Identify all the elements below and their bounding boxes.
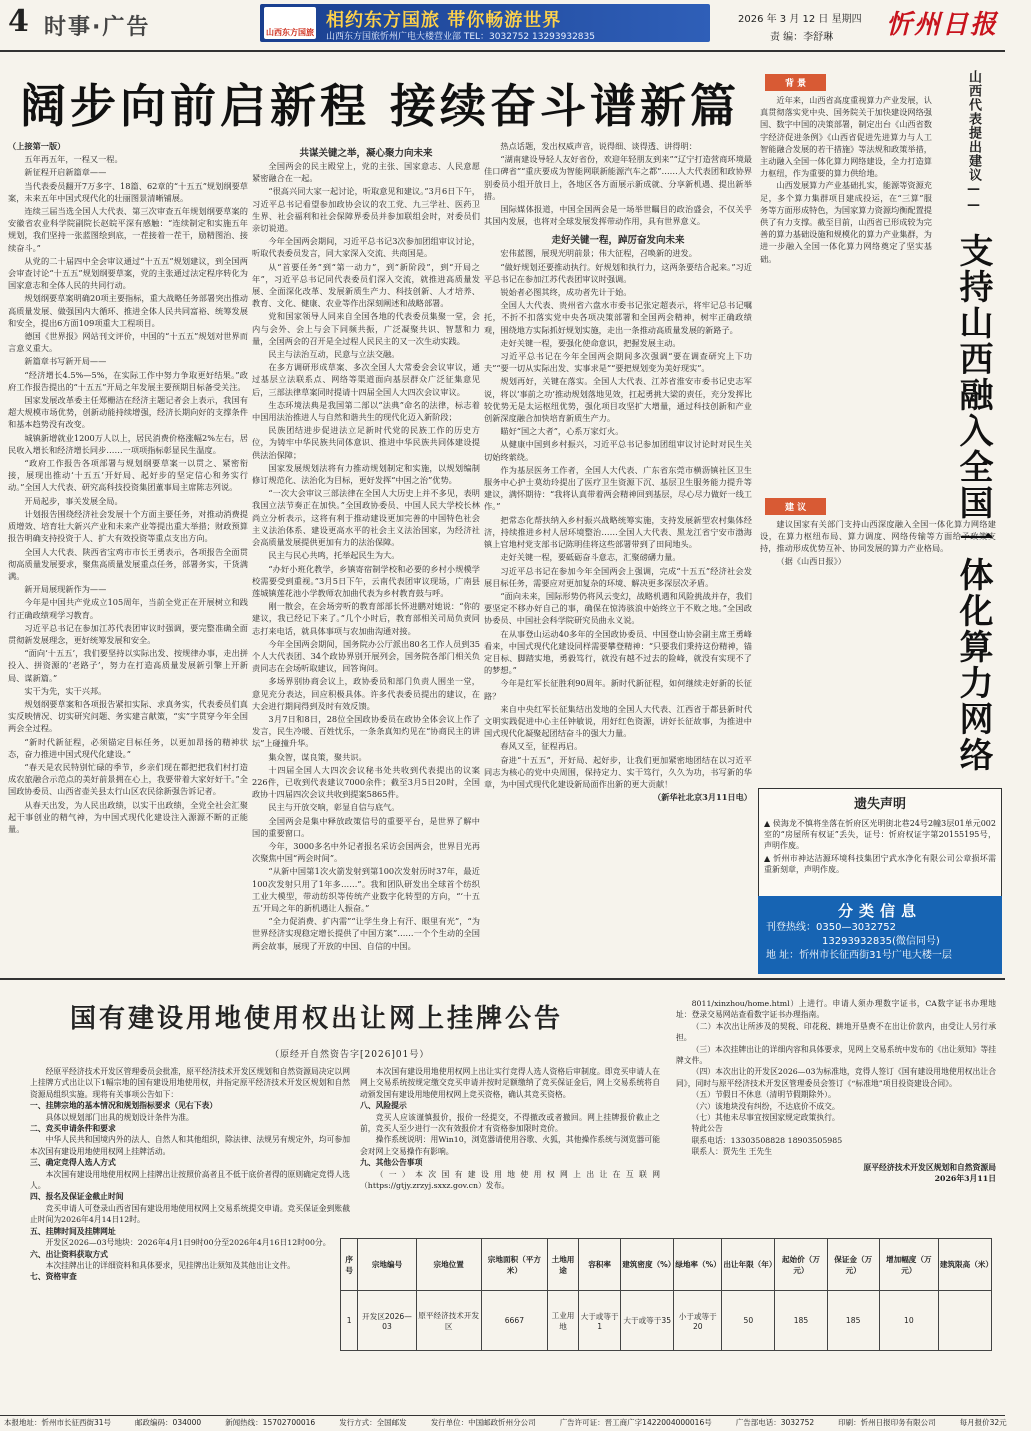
lead-headline: 阔步向前启新程 接续奋斗谱新篇 bbox=[20, 79, 741, 133]
table-cell: 原平经济技术开发区 bbox=[416, 1291, 481, 1351]
paragraph: 本次国有建设用地使用权网上出让实行竞得人选人资格后审制度。即竞买申请人在网上交易系统按规定缴交竞买申请并按时足额缴纳了竞买保证金后，网上交易系统将自动颁发国有建设用地使用权网上竞买资格，确认其竞买资格。 bbox=[360, 1067, 660, 1099]
table-cell: 10 bbox=[879, 1291, 938, 1351]
section-title: 时事·广告 bbox=[44, 15, 151, 40]
paragraph: 来自中央红军长征集结出发地的全国人大代表、江西省于都县新时代文明实践促进中心主任钟敏说，用好红色资源，讲好长征故事，为推进中国式现代化凝聚起团结奋斗的强大力量。 bbox=[484, 703, 752, 739]
paragraph: 民主与民心共鸣，托举起民生为大。 bbox=[268, 550, 400, 561]
paragraph: 今年，3000多名中外记者报名采访会国两会，世界目光再次聚焦中国“两会时间”。 bbox=[252, 840, 480, 864]
subheading-2: 走好关键一程，踔厉奋发向未来 bbox=[551, 235, 685, 247]
lost-notice-items bbox=[759, 818, 1001, 877]
paragraph: 多场界别协商会议上，政协委员和部门负责人围坐一堂，意见充分表达，回应积极具体。许多代表委员提出的建议，在大会进行期间得到及时有效反馈。 bbox=[252, 676, 480, 711]
paragraph: 规划再好，关键在落实。全国人大代表、江苏省淮安市委书记史志军说，将以‘事前之功’推动规划落地见效，扛起勇挑大梁的责任，充分发挥比较优势无是太运枢纽优势，强化项目攻坚扩大增量，通过科技创新和产业创新深度融合加快培育新质生产力。 bbox=[484, 376, 752, 424]
table-cell: 小于或等于20 bbox=[674, 1291, 722, 1351]
paragraph: （七）其他未尽事宜按国家规定政策执行。 bbox=[691, 1113, 840, 1123]
paragraph: 全国两会是集中释放政策信号的重要平台，是世界了解中国的重要窗口。 bbox=[252, 815, 480, 838]
section-heading: 一、挂牌宗地的基本情况和规划指标要求（见右下表） bbox=[30, 1101, 218, 1111]
paragraph: 城镇新增就业1200万人以上，居民消费价格涨幅2%左右，居民收入增长和经济增长同步……一项项指标彰显民生温度。 bbox=[8, 432, 248, 455]
paragraph: “经济增长4.5%—5%，在实际工作中努力争取更好结果。”政府工作报告提出的“十五五”开局之年发展主要预期目标备受关注。 bbox=[8, 369, 248, 392]
paragraph: 在从事登山运动40多年的全国政协委员、中国登山协会副主席王勇峰看来，中国式现代化建设同样需要攀登精神：“只要我们秉持这份精神，锚定目标、脚踏实地，勇毅笃行，就没有越不过去的险峰，就没有实现不了的梦想。” bbox=[484, 628, 752, 676]
table-cell: 工业用地 bbox=[548, 1291, 579, 1351]
paragraph: （一）本次国有建设用地使用权网上出让在互联网（https://gtjy.zrzyj.sxxz.gov.cn）发布。 bbox=[360, 1169, 660, 1191]
subheading-1: 共谋关键之举，凝心聚力向未来 bbox=[299, 148, 433, 159]
land-column-3 bbox=[676, 998, 996, 1243]
side-headline-block bbox=[938, 70, 998, 773]
paragraph: 德国《世界报》网站刊文评价，中国的“十五五”规划对世界而言意义重大。 bbox=[8, 331, 248, 354]
table-header-row bbox=[341, 1239, 992, 1291]
paragraph: “湖南建设导轻人友好省份，欢迎年轻朋友到来”“辽宁打造营商环境最佳口碑省”“重庆要成为智能网联新能源汽车之都”……人大代表团和政协界别委员小组开放日上，各地区各方面展示新成就、分享新机遇、提出新举措。 bbox=[484, 154, 752, 201]
footer-item: 发行方式：全国邮发 bbox=[339, 1418, 407, 1427]
travel-agency-logo: 山西东方国旅 bbox=[264, 7, 316, 39]
table-header-cell: 建筑密度（%） bbox=[621, 1239, 674, 1291]
table-cell: 50 bbox=[722, 1291, 775, 1351]
paragraph: “政府工作报告各项部署与规划纲要草案一以贯之、紧密衔接，展现出推动‘十五五’开好局、起好步的坚定信心和务实行动。”全国人大代表、研究高科技投资集团董事局主席陈志列说。 bbox=[8, 458, 248, 493]
table-header-cell: 建筑限高（米） bbox=[938, 1239, 991, 1291]
phone-number[interactable]: 0350—3032752 bbox=[816, 922, 896, 933]
paragraph: “春天是农民特别忙碌的季节，乡亲们现在都把把我们村打造成农旅融合示范点的美好前景拥在心上，我要带着大家好好干。”全国政协委员、山西省壶关县太行山区农民徐新强告诉记者。 bbox=[8, 761, 248, 797]
paragraph: （三）本次挂牌出让的详细内容和具体要求，见网上交易系统中发布的《出让须知》等挂牌文件。 bbox=[676, 1044, 996, 1066]
section-heading: 四、报名及保证金截止时间 bbox=[30, 1192, 124, 1202]
land-sign-date: 2026年3月11日 bbox=[934, 1174, 996, 1184]
paragraph: 规划纲要草案明确20项主要指标，重大战略任务部署突出推动高质量发展、做强国内大循环、推进全体人民共同富裕、统筹发展和安全，提出6方面109项重大工程项目。 bbox=[8, 293, 248, 328]
footer-item: 新闻热线：15702700016 bbox=[225, 1418, 316, 1427]
paragraph: 新征程开启新篇章—— bbox=[24, 167, 107, 178]
paragraph: 从健康中国到乡村振兴，习近平总书记参加团组审议讨论时对民生关切始终萦绕。 bbox=[484, 439, 752, 462]
land-column-1 bbox=[30, 1066, 350, 1406]
paragraph: 近年来，山西省高度重视算力产业发展，认真贯彻落实党中央、国务院关于加快建设网络强国、数字中国的决策部署，制定出台《山西省数字经济促进条例》《山西省促进先进算力与人工智能融合发展的若干措施》等法规和政策举措，主动融入全国一体化算力网络建设，全力打造算力枢纽，作为重要的算力供给地。 bbox=[760, 95, 932, 179]
paragraph: 五年再五年，一程又一程。 bbox=[24, 154, 123, 165]
ad-contact: 山西东方国旅忻州广电大楼营业部 TEL：3032752 13293932835 bbox=[326, 32, 595, 42]
footer-item: 邮政编码：034000 bbox=[135, 1418, 202, 1427]
paragraph: 山西发展算力产业基础扎实，能源等资源充足，多个算力集群项目建成投运，在“三算”服务等方面形成特色，为国家算力资源均衡配置提供了有力支撑。截至目前，山西省已形成较为完善的算力基础设施和规模化的算力产业集群，为进一步融入全国一体化算力网络奠定了坚实基础。 bbox=[760, 180, 932, 264]
table-header-cell: 序号 bbox=[341, 1239, 358, 1291]
footer-item: 广告许可证：晋工商广字1422004000016号 bbox=[559, 1418, 712, 1427]
table-cell bbox=[938, 1291, 991, 1351]
paragraph: “一次大会审议三部法律在全国人大历史上并不多见，表明我国立法节奏正在加快。”全国政协委员、中国人民大学校长林尚立分析表示，这将有利于推动建设更加完善的中国特色社会主义法治体系、建设更高水平的社会主义法治国家，为经济社会高质量发展提供更加有力的法治保障。 bbox=[252, 488, 480, 548]
page-header bbox=[0, 0, 1005, 52]
paragraph: 习近平总书记在今年全国两会期间多次强调“要在调查研究上下功夫”“要一切从实际出发、实事求是”“要把规划变为美好现实”。 bbox=[484, 351, 752, 374]
notice-item: ▲ 忻州市神达洁源环境科技集团宁武水净化有限公司公章损坏需重新刻章，声明作废。 bbox=[764, 854, 996, 874]
paragraph: 锐始者必图其终，成功者先计于始。 bbox=[500, 287, 632, 298]
land-notice-title: 国有建设用地使用权出让网上挂牌公告 bbox=[70, 1004, 564, 1034]
paragraph: 走好关键一程，要强化使命意识，把握发展主动。 bbox=[500, 337, 681, 348]
paragraph: “做好规划还要推动执行。好规划和执行力，这两条要结合起来。”习近平总书记在参加江苏代表团审议时强调。 bbox=[484, 261, 752, 284]
lead-col3-body bbox=[484, 140, 752, 227]
phone-label: 刊登热线： bbox=[766, 922, 816, 933]
section-heading: 八、风险提示 bbox=[360, 1101, 407, 1111]
paragraph: 刚一散会，在会场旁听的教育部部长怀进鹏对她说：“你的建议，我已经记下来了。”几个小时后，教育部相关司局负责同志打来电话，就具体事项与农加曲沟通对接。 bbox=[252, 601, 480, 636]
classified-title: 分类信息 bbox=[837, 902, 922, 920]
footer-item: 发行单位：中国邮政忻州分公司 bbox=[430, 1418, 536, 1427]
paragraph: “很高兴同大家一起讨论，听取意见和建议。”3月6日下午，习近平总书记看望参加政协会议的农工党、九三学社、医药卫生界、社会福利和社会保障界委员并参加联组会时，对委员们亲切说道。 bbox=[252, 186, 480, 234]
paragraph: 规划纲要草案和各项报告紧扣实际、求真务实，代表委员们真实反映情况、切实研究问题、务实建言献策，“实”字贯穿今年全国两会全过程。 bbox=[8, 698, 248, 734]
paragraph: 今年是中国共产党成立105周年，当前全党正在开展树立和践行正确政绩观学习教育。 bbox=[8, 597, 248, 620]
footer-item: 本报地址：忻州市长征西街31号 bbox=[4, 1418, 112, 1427]
paragraph: 新篇章书写新开局—— bbox=[24, 356, 107, 367]
land-parcel-table bbox=[340, 1238, 992, 1351]
byline: （新华社北京3月11日电） bbox=[653, 792, 752, 803]
paragraph: 从党的二十届四中全会审议通过“十五五”规划建议，到全国两会审查讨论“十五五”规划纲要草案，党的主张通过法定程序转化为国家意志和全体人民的共同行动。 bbox=[8, 255, 248, 291]
paragraph: 竞买申请人可登录山西省国有建设用地使用权网上交易系统提交申请。竞买保证金到账截止时间为2026年4月14日12时。 bbox=[30, 1203, 350, 1225]
paragraph: 作为基层医务工作者，全国人大代表、广东省东莞市横沥镇社区卫生服务中心护士莫幼玲提出了医疗卫生资源下沉、基层卫生服务能力提升等建议，满怀期待：“我将认真带着两会精神回到基层，尽心尽力做好一线工作。” bbox=[484, 464, 752, 512]
travel-ad-banner[interactable] bbox=[260, 4, 710, 42]
paragraph: 集众智，谋良策，聚共识。 bbox=[268, 751, 367, 762]
background-body bbox=[760, 94, 932, 484]
footer-item: 广告部电话：3032752 bbox=[735, 1418, 815, 1427]
section-heading: 七、资格审查 bbox=[30, 1272, 77, 1282]
background-tag: 背 景 bbox=[765, 74, 826, 91]
paragraph: 本次国有建设用地使用权网上挂牌出让按照价高者且不低于底价者得的原则确定竞得人选人。 bbox=[30, 1169, 350, 1191]
masthead: 忻州日报 bbox=[886, 10, 999, 40]
paragraph: 从春天出发，为人民出政绩，以实干出政绩，全党全社会汇聚起干事创业的精气神，为中国式现代化建设注入源源不断的正能量。 bbox=[8, 799, 248, 834]
section-heading: 五、挂牌时间及挂牌网址 bbox=[30, 1226, 116, 1236]
paragraph: 国际媒体报道，中国全国两会是一场举世瞩目的政治盛会，不仅关乎其国内发展，也将对全球发展发挥带动作用，具有世界意义。 bbox=[484, 204, 752, 227]
paragraph: 走好关键一程，要砥砺奋斗意志，汇聚磅礴力量。 bbox=[500, 552, 681, 563]
paragraph: “全力促消费、扩内需”“让学生身上有汗、眼里有光”，“为世界经济实现稳定增长提供了中国方案”……一个个生动的全国两会故事，展现了开放的中国、自信的中国。 bbox=[252, 916, 480, 951]
paragraph: 从“首要任务”到“第一动力”，到“新阶段”，到“开局之年”，习近平总书记同代表委员们深入交流，就推进高质量发展、全面深化改革、发展新质生产力、科技创新、人才培养、教育、文化、健康、农业等作出深刻阐述和战略部署。 bbox=[252, 261, 480, 309]
lead-column-2 bbox=[252, 140, 480, 951]
table-header-cell: 宗地编号 bbox=[358, 1239, 416, 1291]
paragraph: 春风又至，征程再启。 bbox=[500, 741, 583, 752]
paragraph: （五）节假日不休息（清明节假期除外）。 bbox=[691, 1090, 836, 1100]
table-cell: 6667 bbox=[481, 1291, 547, 1351]
paragraph: 民主与法治互动，民意与立法交融。 bbox=[268, 349, 400, 360]
side-article bbox=[760, 60, 1000, 790]
lead-column-1 bbox=[8, 140, 248, 910]
paragraph: 竞买人应该谨慎报价，报价一经提交，不得撤改或者撤回。网上挂牌报价截止之前，竞买人至少进行一次有效报价才有资格参加限时竞价。 bbox=[360, 1112, 660, 1134]
paragraph: 新开局展现新作为—— bbox=[24, 584, 107, 595]
recommend-tag: 建 议 bbox=[765, 498, 826, 515]
lead-column-3 bbox=[484, 140, 752, 910]
page-footer bbox=[0, 1415, 1005, 1431]
lost-notice-title: 遗失声明 bbox=[853, 797, 906, 812]
paragraph: 在多方调研形成草案、多次全国人大常委会会议审议，通过基层立法联系点、网络等渠道面向基层群众广泛征集意见后，三部法律草案同时提请十四届全国人大四次会议审议。 bbox=[252, 362, 480, 397]
paragraph: “面向未来，国际形势仍将风云变幻，战略机遇和风险挑战并存，我们要坚定不移办好自己的事，确保在惊涛骇浪中始终立于不败之地。”全国政协委员、中国社会科学院研究员曲永义说。 bbox=[484, 590, 752, 626]
continued-from: （上接第一版） bbox=[8, 141, 66, 151]
table-cell: 大于或等于35 bbox=[621, 1291, 674, 1351]
table-header-cell: 宗地位置 bbox=[416, 1239, 481, 1291]
editor-credit: 责 编：李舒琳 bbox=[770, 32, 834, 43]
paragraph: 今年全国两会期间，国务院办公厅派出80名工作人员到35个人大代表团、34个政协界别开展列会，国务院各部门相关负责同志在会场听取建议，回答询问。 bbox=[252, 638, 480, 674]
paragraph: 3月7日和8日，28位全国政协委员在政协全体会议上作了发言，民生冷暖、百姓忧乐，一条条真知灼见在“协商民主的讲坛”上碰撞升华。 bbox=[252, 713, 480, 749]
section-heading: 三、确定竞得人选人方式 bbox=[30, 1158, 116, 1168]
footer-item: 每月报价32元 bbox=[959, 1418, 1007, 1427]
paragraph: 民族团结进步促进法立足新时代党的民族工作的历史方位，为铸牢中华民族共同体意识、推进中华民族共同体建设提供法治保障； bbox=[252, 425, 480, 460]
table-cell: 185 bbox=[827, 1291, 879, 1351]
table-header-cell: 出让年限（年） bbox=[722, 1239, 775, 1291]
section-heading: 二、竞买申请条件和要求 bbox=[30, 1124, 116, 1134]
paragraph: “从新中国第1次火箭发射到第100次发射历时37年，最近100次发射只用了1年多……”。我和团队研发出全球首个纺织工业大模型，带动纺织等传统产业数字化转型的方向，“‘十五五’开局之年的新机遇让人振奋。” bbox=[252, 866, 480, 913]
paragraph: 8011/xinzhou/home.html）上进行。申请人须办理数字证书，CA数字证书办理地址：登录交易网站查看数字证书办理指南。 bbox=[676, 999, 996, 1020]
paragraph: 当代表委员翻开7万多字、18篇、62章的“十五五”规划纲要草案，未来五年中国式现代化的壮丽图景清晰铺展。 bbox=[8, 180, 248, 203]
paragraph: 建议国家有关部门支持山西深度融入全国一体化算力网络建设，在算力枢纽布局、算力调度、网络传输等方面给予政策支持，推动形成优势互补、协同发展的算力产业格局。 bbox=[760, 519, 996, 554]
table-row bbox=[341, 1291, 992, 1351]
paragraph: （据《山西日报》） bbox=[776, 555, 846, 566]
paragraph: “面向‘十五五’，我们要坚持以实际出发、按规律办事，走出拼投入、拼资源的‘老路子’，努力在打造高质量发展新引擎上开新局、谋新篇。” bbox=[8, 648, 248, 683]
land-doc-number: （原经开自然资告字[2026]01号） bbox=[270, 1050, 430, 1060]
table-header-cell: 土地用途 bbox=[548, 1239, 579, 1291]
land-column-2 bbox=[360, 1066, 660, 1256]
section-heading: 九、其他公告事项 bbox=[360, 1158, 423, 1168]
side-headline: 支持山西融入全国一体化算力网络 bbox=[953, 233, 993, 773]
classified-box bbox=[758, 896, 1002, 974]
paragraph: 国家发展规划法将有力推动规划制定和实施，以规划编制修订规范化、法治化为目标，更好发挥“中国之治”优势。 bbox=[252, 462, 480, 486]
land-signer: 原平经济技术开发区规划和自然资源局 bbox=[863, 1162, 996, 1172]
paragraph: 奋进“十五五”，开好局、起好步，让我们更加紧密地团结在以习近平同志为核心的党中央周围，保持定力、实干笃行，久久为功，书写新的华章，为中国式现代化建设新局面作出新的更大贡献！ bbox=[484, 754, 752, 789]
paragraph: （二）本次出让所涉及的契税、印花税、耕地开垦费不在出让价款内，由受让人另行承担。 bbox=[676, 1021, 996, 1043]
paragraph: 全国人大代表、贵州省六盘水市委书记张定超表示，将牢记总书记嘱托，不折不扣落实党中央各项决策部署和全国两会精神，树牢正确政绩观，围绕地方实际抓好规划实施，走出一条推动高质量发展的新路子。 bbox=[484, 300, 752, 335]
paragraph: （四）本次出让的开发区2026—03为标准地，竞得人签订《国有建设用地使用权出让合同》，同时与原平经济技术开发区管理委员会签订《“标准地”项目投资建设合同》。 bbox=[676, 1067, 996, 1088]
paragraph: 操作系统说明：用Win10，浏览器请使用谷歌、火狐，其他操作系统与浏览器可能会对网上交易操作有影响。 bbox=[360, 1135, 660, 1156]
paragraph: 实干为先，实干兴邦。 bbox=[24, 685, 107, 696]
paragraph: 开局起步，事关发展全局。 bbox=[24, 495, 123, 506]
paragraph: 联系电话：13303508828 18903505985 bbox=[691, 1135, 843, 1145]
address-label: 地 址： bbox=[766, 950, 800, 961]
table-body bbox=[341, 1291, 992, 1351]
page-number: 4 bbox=[8, 4, 29, 39]
section-heading: 六、出让资料获取方式 bbox=[30, 1249, 108, 1259]
lead-col3b-body bbox=[484, 247, 752, 790]
paragraph: “新时代新征程，必须锚定目标任务，以更加昂扬的精神状态，奋力推进中国式现代化建设。” bbox=[8, 736, 248, 759]
paragraph: 连续三届当选全国人大代表、第三次审查五年规划纲要草案的安徽省农业科学院副院长赵皖平深有感触：“连续制定和实施五年规划，我们坚持一张蓝图绘到底，一茬接着一茬干，励精图治、接续奋斗。” bbox=[8, 206, 248, 253]
phone-number-2[interactable]: 13293932835(微信同号) bbox=[822, 936, 940, 947]
paragraph: 国家发展改革委主任郑栅洁在经济主题记者会上表示，我国有超大规模市场优势，创新动能持续增强，经济长期向好的支撑条件和基本趋势没有改变。 bbox=[8, 395, 248, 430]
paragraph: 全国人大代表、陕西省宝鸡市市长王勇表示，各项报告全面贯彻高质量发展要求，聚焦高质量发展重点任务，部署务实，干货满满。 bbox=[8, 546, 248, 581]
table-header-cell: 宗地面积（平方米） bbox=[481, 1239, 547, 1291]
side-kicker: 山西代表提出建议—— bbox=[966, 70, 981, 214]
table-cell: 1 bbox=[341, 1291, 358, 1351]
lead-col1-body bbox=[8, 153, 248, 835]
paragraph: 习近平总书记在参加江苏代表团审议时强调，要完整准确全面贯彻新发展理念，更好统筹发展和安全。 bbox=[8, 622, 248, 645]
table-cell: 开发区2026—03 bbox=[358, 1291, 416, 1351]
land-col3-body bbox=[676, 998, 996, 1158]
paragraph: 本次挂牌出让的详细资料和具体要求，见挂牌出让须知及其他出让文件。 bbox=[45, 1260, 296, 1270]
notice-item: ▲ 侯海龙不慎将坐落在忻府区光明街北巷24号2幢3层01单元002室的“房屋所有权证”丢失，证号：忻府权证字第20155195号，声明作废。 bbox=[764, 819, 996, 850]
paragraph: 宏伟蓝图，展现光明前景；伟大征程，召唤新的进发。 bbox=[500, 248, 697, 259]
paragraph: 党和国家领导人同来自全国各地的代表委员集聚一堂，会内与会外、会上与会下同频共振，广泛凝聚共识、智慧和力量，全国两会的召开是全过程人民民主的又一次生动实践。 bbox=[252, 311, 480, 346]
paragraph: （六）该地块没有纠纷，不达底价不成交。 bbox=[691, 1101, 840, 1111]
table-header-cell: 保证金（万元） bbox=[827, 1239, 879, 1291]
lead-col2-body bbox=[252, 160, 480, 952]
ad-slogan: 相约东方国旅 带你畅游世界 bbox=[326, 10, 562, 31]
table-header-cell: 增加幅度（万元） bbox=[879, 1239, 938, 1291]
paragraph: 具体以规划部门出具的规划设计条件为准。 bbox=[45, 1112, 194, 1122]
paragraph: “办好小班化教学，乡镇寄宿制学校和必要的乡村小规模学校需要受到重视。”3月5日下午，云南代表团审议现场，广南县莲城镇莲花池小学教师农加曲代表为乡村教育鼓与呼。 bbox=[252, 563, 480, 598]
paragraph: 十四届全国人大四次会议秘书处共收到代表提出的议案226件，已收到代表建议7000余件；截至3月5日20时，全国政协十四届四次会议共收到提案5865件。 bbox=[252, 764, 480, 800]
paragraph: 特此公告 bbox=[691, 1124, 723, 1134]
land-notice bbox=[0, 978, 1005, 1413]
paragraph: 中华人民共和国境内外的法人、自然人和其他组织，除法律、法规另有规定外，均可参加本次国有建设用地使用权网上挂牌活动。 bbox=[30, 1135, 350, 1156]
table-cell: 185 bbox=[775, 1291, 827, 1351]
paragraph: 经原平经济技术开发区管理委员会批准，原平经济技术开发区规划和自然资源局决定以网上挂牌方式出让以下1幅宗地的国有建设用地使用权，并指定原平经济技术开发区规划和自然资源局组织实施。现将有关事项公告如下： bbox=[30, 1067, 350, 1099]
footer-item: 印刷：忻州日报印务有限公司 bbox=[838, 1418, 936, 1427]
paragraph: 联系人：贾先生 王先生 bbox=[691, 1147, 773, 1157]
paragraph: 热点话题，发出权威声音，说得细、谈得透、讲得明： bbox=[500, 141, 697, 151]
paragraph: 把常态化帮扶纳入乡村振兴战略统筹实施，支持发展新型农村集体经济，持续推进乡村人居环境整治……全国人大代表、黑龙江省宁安市渤海镇上官地村党支部书记陈明佳将这些部署带到了田间地头。 bbox=[484, 514, 752, 550]
paragraph: 今年全国两会期间，习近平总书记3次参加团组审议讨论，听取代表委员发言，同大家深入交流、共商国是。 bbox=[252, 236, 480, 259]
paragraph: 计划报告围绕经济社会发展十个方面主要任务，对推动消费提质增效、培育壮大新兴产业和未来产业等提出重大举措；财政预算报告明确支持投资于人、扩大有效投资等重点支出方向。 bbox=[8, 508, 248, 544]
paragraph: 开发区2026—03号地块：2026年4月1日9时00分至2026年4月16日12时00分。 bbox=[45, 1238, 331, 1248]
table-header-cell: 起始价（万元） bbox=[775, 1239, 827, 1291]
paragraph: 瞄好“国之大者”，心系万家灯火。 bbox=[500, 426, 624, 437]
address: 忻州市长征西街31号广电大楼一层 bbox=[799, 950, 952, 961]
paragraph: 民主与开放交响，彰显自信与底气。 bbox=[268, 802, 400, 813]
paragraph: 全国两会的民主殿堂上，党的主张、国家意志、人民意愿紧密融合在一起。 bbox=[252, 161, 480, 184]
table-header-cell: 绿地率（%） bbox=[674, 1239, 722, 1291]
paragraph: 习近平总书记在参加今年全国两会上强调，完成“十五五”经济社会发展目标任务，需要应对更加复杂的环境、解决更多深层次矛盾。 bbox=[484, 565, 752, 588]
issue-date: 2026 年 3 月 12 日 星期四 bbox=[738, 14, 862, 25]
table-header-cell: 容积率 bbox=[579, 1239, 621, 1291]
paragraph: 今年是红军长征胜利90周年。新时代新征程，如何继续走好新的长征路？ bbox=[484, 678, 752, 701]
paragraph: 生态环境法典是我国第二部以“法典”命名的法律，标志着中国用法治推进人与自然和谐共生的现代化迈入新阶段； bbox=[252, 399, 480, 423]
table-cell: 大于或等于1 bbox=[579, 1291, 621, 1351]
